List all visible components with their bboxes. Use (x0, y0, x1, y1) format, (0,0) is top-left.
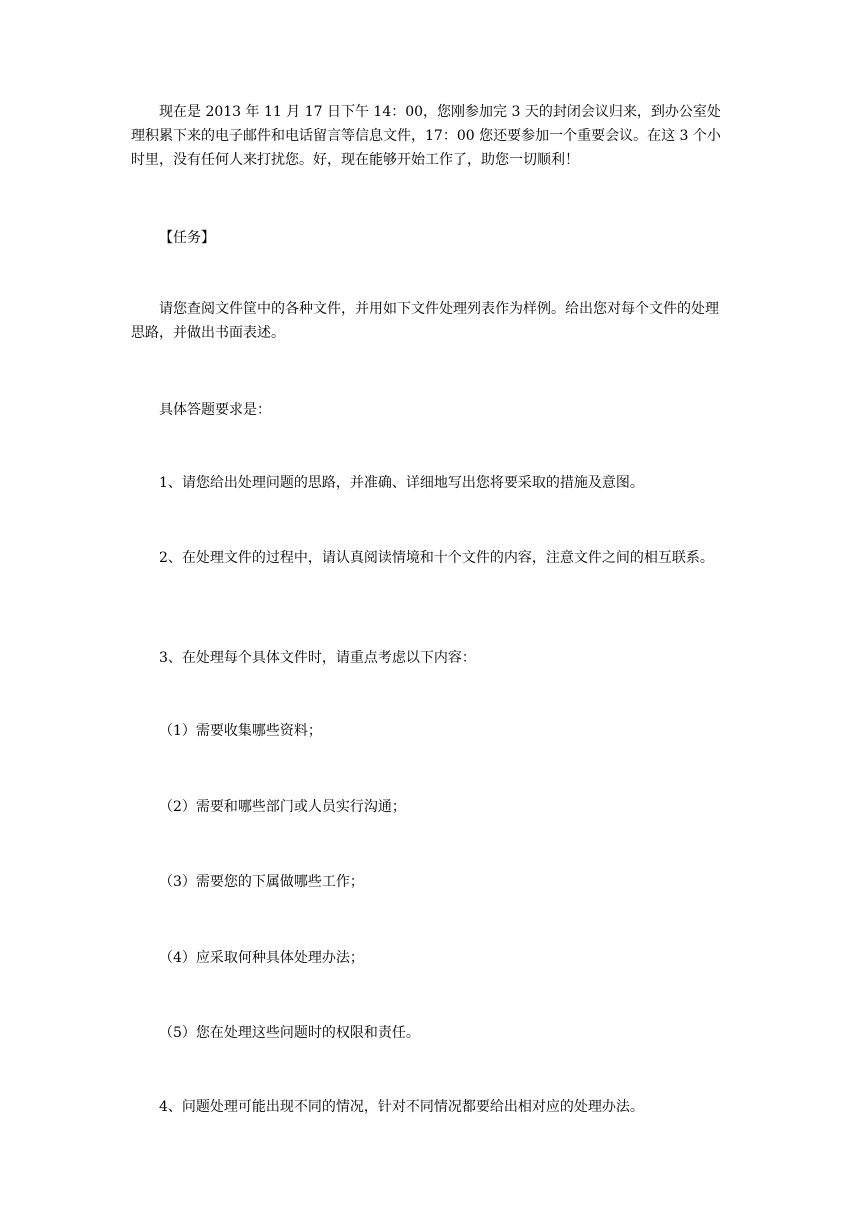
sub-item-5: （5）您在处理这些问题时的权限和责任。 (159, 1025, 420, 1041)
sub-item-2: （2）需要和哪些部门或人员实行沟通； (159, 799, 406, 815)
requirement-2: 2、在处理文件的过程中，请认真阅读情境和十个文件的内容，注意文件之间的相互联系。 (159, 550, 714, 566)
task-paragraph: 请您查阅文件筐中的各种文件，并用如下文件处理列表作为样例。给出您对每个文件的处理思路，并做出书面表述。 (131, 301, 719, 341)
requirement-4: 4、问题处理可能出现不同的情况，针对不同情况都要给出相对应的处理办法。 (159, 1099, 644, 1115)
requirement-3: 3、在处理每个具体文件时，请重点考虑以下内容： (159, 650, 476, 666)
requirement-1: 1、请您给出处理问题的思路，并准确、详细地写出您将要采取的措施及意图。 (159, 475, 644, 491)
task-heading: 【任务】 (159, 230, 215, 246)
intro-paragraph: 现在是 2013 年 11 月 17 日下午 14：00，您刚参加完 3 天的封闭会议归来，到办公室处理积累下来的电子邮件和电话留言等信息文件，17：00 您还要参加一个重要会议。在这 3 个小时里，没有任何人来打扰您。好，现在能够开始工作了，助您一切顺利！ (131, 104, 721, 168)
sub-item-3: （3）需要您的下属做哪些工作； (159, 874, 364, 890)
requirements-heading: 具体答题要求是： (159, 402, 271, 418)
sub-item-4: （4）应采取何种具体处理办法； (159, 950, 364, 966)
sub-item-1: （1）需要收集哪些资料； (159, 723, 322, 739)
